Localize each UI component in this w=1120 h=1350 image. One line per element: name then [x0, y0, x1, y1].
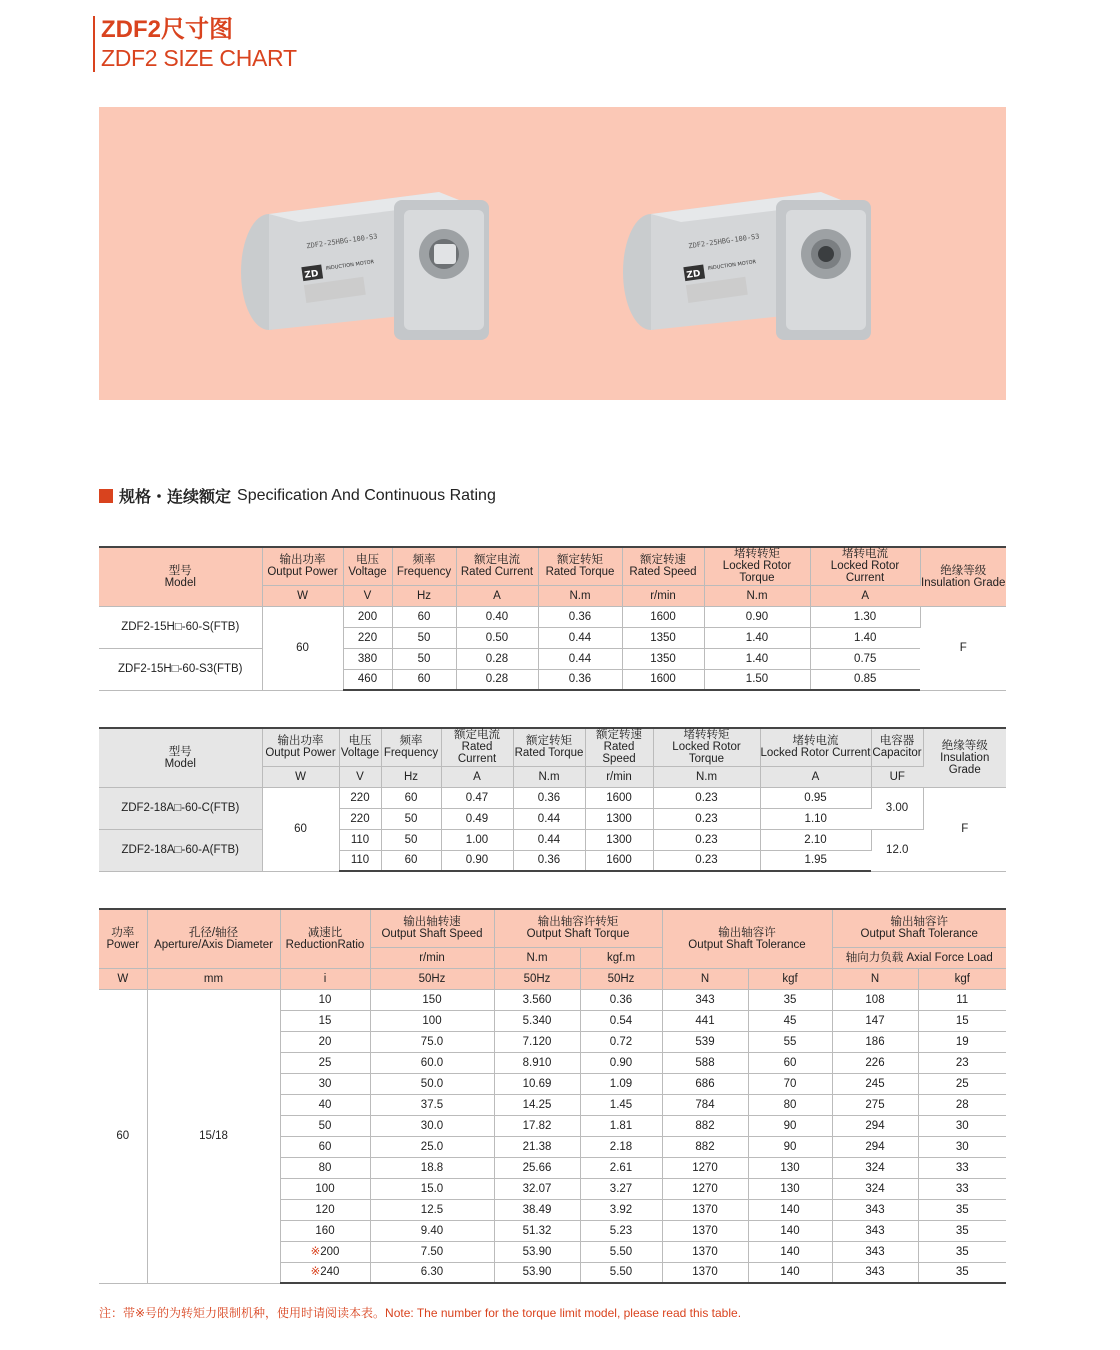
table-cell: 1.30	[810, 606, 920, 627]
t2-header-rated-speed: 额定转速 Rated Speed	[585, 728, 653, 766]
table-cell: 25.0	[370, 1136, 494, 1157]
table-cell: 2.18	[580, 1136, 662, 1157]
table-cell: 30.0	[370, 1115, 494, 1136]
table-cell: 25	[918, 1073, 1006, 1094]
table-cell: 7.50	[370, 1241, 494, 1262]
table-cell: 343	[662, 989, 748, 1010]
table-cell: 2.10	[760, 829, 871, 850]
table-cell: 60	[748, 1052, 832, 1073]
table-cell: 0.36	[513, 787, 585, 808]
table-cell: 1.00	[441, 829, 513, 850]
table-cell: 0.90	[441, 850, 513, 871]
table-cell: 0.44	[538, 648, 622, 669]
table-cell: 7.120	[494, 1031, 580, 1052]
table-cell: 12.5	[370, 1199, 494, 1220]
table-cell: 35	[918, 1241, 1006, 1262]
table-cell: 50	[392, 627, 456, 648]
torque-limit-mark: ※	[310, 1266, 321, 1279]
spec-table-18a	[99, 727, 1006, 872]
table-cell: 1300	[585, 808, 653, 829]
table-cell: 882	[662, 1115, 748, 1136]
table-cell: 343	[832, 1199, 918, 1220]
footnote: 注：带※号的为转矩力限制机种，使用时请阅读本表。Note: The number for the torque limit model, please read this table.	[99, 1306, 742, 1320]
table-cell: 0.40	[456, 606, 538, 627]
t3-unit: i	[280, 968, 370, 989]
t3-unit: kgf	[918, 968, 1006, 989]
t3-subunit: kgf.m	[580, 947, 662, 968]
table-cell: 147	[832, 1010, 918, 1031]
table-cell: 294	[832, 1136, 918, 1157]
table-cell: 60	[381, 850, 441, 871]
page-title-cn: ZDF2尺寸图	[101, 16, 233, 43]
t3-subunit: N.m	[494, 947, 580, 968]
table-cell: 0.90	[580, 1052, 662, 1073]
table-cell: 17.82	[494, 1115, 580, 1136]
table-cell: 40	[280, 1094, 370, 1115]
table-cell: 6.30	[370, 1262, 494, 1283]
t1-unit: V	[343, 585, 392, 606]
t2-header-locked-current: 堵转电流 Locked Rotor Current	[760, 728, 871, 766]
table-cell: 0.23	[653, 829, 760, 850]
table-cell: 60.0	[370, 1052, 494, 1073]
t3-header-speed: 输出轴转速 Output Shaft Speed	[370, 909, 494, 947]
table-cell: 220	[339, 808, 381, 829]
t3-unit: N	[832, 968, 918, 989]
table-cell: 343	[832, 1262, 918, 1283]
table-cell: 1370	[662, 1262, 748, 1283]
table-cell: 14.25	[494, 1094, 580, 1115]
table-cell: ※240	[280, 1262, 370, 1283]
t1-header-frequency: 频率 Frequency	[392, 547, 456, 585]
table-cell: 5.23	[580, 1220, 662, 1241]
table-cell: 160	[280, 1220, 370, 1241]
table-cell: 1300	[585, 829, 653, 850]
table-cell: 0.36	[538, 606, 622, 627]
t2-power-cell: 60	[262, 787, 339, 871]
table-cell: 51.32	[494, 1220, 580, 1241]
table-cell: 60	[381, 787, 441, 808]
table-cell: 0.47	[441, 787, 513, 808]
table-cell: 0.28	[456, 648, 538, 669]
table-cell: 0.23	[653, 787, 760, 808]
t1-unit: N.m	[538, 585, 622, 606]
table-cell: 2.61	[580, 1157, 662, 1178]
table-cell: 784	[662, 1094, 748, 1115]
table-cell: 53.90	[494, 1262, 580, 1283]
table-cell: 5.50	[580, 1262, 662, 1283]
table-cell: 35	[918, 1262, 1006, 1283]
section-heading	[99, 484, 496, 507]
table-cell: 1.50	[704, 669, 810, 690]
table-cell: 1350	[622, 627, 704, 648]
table-cell: 15	[918, 1010, 1006, 1031]
table-cell: 3.27	[580, 1178, 662, 1199]
table-row	[99, 989, 1006, 1010]
table-cell: 9.40	[370, 1220, 494, 1241]
table-cell: 343	[832, 1241, 918, 1262]
t3-unit: W	[99, 968, 147, 989]
t2-grade-cell: F	[923, 787, 1006, 871]
t2-capacitor-cell: 3.00	[871, 787, 923, 829]
t1-header-rated-speed: 额定转速 Rated Speed	[622, 547, 704, 585]
section-square-icon	[99, 489, 113, 503]
table-cell: 0.23	[653, 850, 760, 871]
t2-unit: r/min	[585, 766, 653, 787]
table-cell: 1.40	[704, 627, 810, 648]
table-cell: 1270	[662, 1178, 748, 1199]
table-cell: 100	[280, 1178, 370, 1199]
table-cell: 0.28	[456, 669, 538, 690]
table-cell: 539	[662, 1031, 748, 1052]
t3-unit: 50Hz	[494, 968, 580, 989]
table-cell: 220	[339, 787, 381, 808]
t1-unit: Hz	[392, 585, 456, 606]
t3-power-cell: 60	[99, 989, 147, 1283]
table-cell: 1600	[585, 850, 653, 871]
table-cell: 45	[748, 1010, 832, 1031]
table-cell: 0.49	[441, 808, 513, 829]
table-cell: 686	[662, 1073, 748, 1094]
motor-image-hollow-shaft	[611, 182, 881, 352]
t3-header-ratio: 减速比 ReductionRatio	[280, 909, 370, 968]
t3-unit: kgf	[748, 968, 832, 989]
table-cell: 110	[339, 850, 381, 871]
table-cell: 60	[392, 669, 456, 690]
table-cell: 80	[280, 1157, 370, 1178]
table-cell: 33	[918, 1178, 1006, 1199]
t1-header-locked-current: 堵转电流 Locked Rotor Current	[810, 547, 920, 585]
t3-axial-label: 轴向力负载 Axial Force Load	[832, 947, 1006, 968]
table-cell: 140	[748, 1220, 832, 1241]
table-cell: 150	[370, 989, 494, 1010]
table-cell: 1.09	[580, 1073, 662, 1094]
table-cell: 882	[662, 1136, 748, 1157]
table-cell: 294	[832, 1115, 918, 1136]
table-cell: 0.50	[456, 627, 538, 648]
table-cell: 37.5	[370, 1094, 494, 1115]
table-cell: 0.44	[538, 627, 622, 648]
t1-grade-cell: F	[920, 606, 1006, 690]
t3-header-tolerance: 输出轴容许 Output Shaft Tolerance	[662, 909, 832, 968]
table-cell: 35	[918, 1220, 1006, 1241]
t2-header-frequency: 频率 Frequency	[381, 728, 441, 766]
t1-unit: r/min	[622, 585, 704, 606]
table-cell: 324	[832, 1157, 918, 1178]
table-cell: 130	[748, 1178, 832, 1199]
table-cell: 0.36	[580, 989, 662, 1010]
t2-header-model: 型号 Model	[99, 728, 262, 787]
motor-1-brand-label: ZD	[303, 269, 320, 281]
t3-header-power: 功率 Power	[99, 909, 147, 968]
table-cell: 25.66	[494, 1157, 580, 1178]
t2-unit: V	[339, 766, 381, 787]
t2-header-voltage: 电压 Voltage	[339, 728, 381, 766]
table-cell: 324	[832, 1178, 918, 1199]
table-cell: 1.81	[580, 1115, 662, 1136]
t1-header-power: 输出功率 Output Power	[262, 547, 343, 585]
t3-subunit: r/min	[370, 947, 494, 968]
table-cell: ※200	[280, 1241, 370, 1262]
table-cell: 30	[280, 1073, 370, 1094]
table-cell: 1.95	[760, 850, 871, 871]
t1-header-voltage: 电压 Voltage	[343, 547, 392, 585]
table-cell: 226	[832, 1052, 918, 1073]
table-cell: 11	[918, 989, 1006, 1010]
t2-unit: A	[760, 766, 871, 787]
t2-model-cell: ZDF2-18A□-60-A(FTB)	[99, 829, 262, 871]
table-cell: 38.49	[494, 1199, 580, 1220]
table-cell: 220	[343, 627, 392, 648]
table-cell: 120	[280, 1199, 370, 1220]
table-cell: 18.8	[370, 1157, 494, 1178]
table-cell: 380	[343, 648, 392, 669]
product-photo-banner	[99, 107, 1006, 400]
table-cell: 1370	[662, 1220, 748, 1241]
motor-2-brand-label: ZD	[685, 269, 702, 281]
table-cell: 0.44	[513, 808, 585, 829]
t2-unit: Hz	[381, 766, 441, 787]
table-cell: 80	[748, 1094, 832, 1115]
table-cell: 35	[918, 1199, 1006, 1220]
motor-1-plate-label: INDUCTION MOTOR	[325, 259, 375, 272]
table-cell: 32.07	[494, 1178, 580, 1199]
table-cell: 55	[748, 1031, 832, 1052]
table-cell: 1.40	[810, 627, 920, 648]
t3-unit: 50Hz	[580, 968, 662, 989]
motor-image-solid-shaft	[229, 182, 499, 352]
section-heading-en: Specification And Continuous Rating	[237, 486, 496, 504]
table-cell: 0.36	[538, 669, 622, 690]
t1-unit: A	[810, 585, 920, 606]
spec-table-15h	[99, 546, 1006, 691]
table-cell: 60	[392, 606, 456, 627]
table-cell: 30	[918, 1136, 1006, 1157]
table-cell: 140	[748, 1262, 832, 1283]
table-cell: 275	[832, 1094, 918, 1115]
table-cell: 70	[748, 1073, 832, 1094]
t3-unit: N	[662, 968, 748, 989]
table-cell: 5.50	[580, 1241, 662, 1262]
t1-header-rated-torque: 额定转矩 Rated Torque	[538, 547, 622, 585]
table-cell: 60	[280, 1136, 370, 1157]
table-cell: 1.45	[580, 1094, 662, 1115]
t3-header-tolerance-axial: 输出轴容许 Output Shaft Tolerance	[832, 909, 1006, 947]
table-cell: 110	[339, 829, 381, 850]
table-cell: 8.910	[494, 1052, 580, 1073]
t1-header-rated-current: 额定电流 Rated Current	[456, 547, 538, 585]
table-cell: 108	[832, 989, 918, 1010]
table-cell: 10.69	[494, 1073, 580, 1094]
motor-1-model-label: ZDF2-25HBG-100-S3	[305, 232, 379, 251]
table-cell: 90	[748, 1136, 832, 1157]
t2-model-cell: ZDF2-18A□-60-C(FTB)	[99, 787, 262, 829]
t1-model-cell: ZDF2-15H□-60-S(FTB)	[99, 606, 262, 648]
t2-unit: N.m	[513, 766, 585, 787]
table-cell: 0.90	[704, 606, 810, 627]
t1-model-cell: ZDF2-15H□-60-S3(FTB)	[99, 648, 262, 690]
table-cell: 1.40	[704, 648, 810, 669]
torque-limit-mark: ※	[310, 1245, 321, 1258]
table-cell: 33	[918, 1157, 1006, 1178]
table-cell: 1270	[662, 1157, 748, 1178]
table-cell: 30	[918, 1115, 1006, 1136]
table-cell: 50	[381, 829, 441, 850]
t2-unit: A	[441, 766, 513, 787]
table-cell: 50	[381, 808, 441, 829]
table-cell: 140	[748, 1241, 832, 1262]
t2-capacitor-cell: 12.0	[871, 829, 923, 871]
table-cell: 1370	[662, 1241, 748, 1262]
table-cell: 15	[280, 1010, 370, 1031]
table-cell: 588	[662, 1052, 748, 1073]
motor-2-plate-label: INDUCTION MOTOR	[707, 259, 757, 272]
t3-unit: mm	[147, 968, 280, 989]
t1-header-insulation: 绝缘等级 Insulation Grade	[920, 547, 1006, 606]
table-cell: 140	[748, 1199, 832, 1220]
t3-unit: 50Hz	[370, 968, 494, 989]
gearhead-table	[99, 908, 1006, 1284]
table-cell: 0.72	[580, 1031, 662, 1052]
t2-unit: UF	[871, 766, 923, 787]
table-cell: 1600	[622, 606, 704, 627]
t1-unit: W	[262, 585, 343, 606]
t1-unit: N.m	[704, 585, 810, 606]
table-cell: 0.23	[653, 808, 760, 829]
table-cell: 1370	[662, 1199, 748, 1220]
table-cell: 130	[748, 1157, 832, 1178]
table-cell: 3.560	[494, 989, 580, 1010]
table-cell: 23	[918, 1052, 1006, 1073]
table-cell: 1350	[622, 648, 704, 669]
table-cell: 0.95	[760, 787, 871, 808]
table-cell: 186	[832, 1031, 918, 1052]
table-cell: 245	[832, 1073, 918, 1094]
table-cell: 1600	[585, 787, 653, 808]
t3-header-torque: 输出轴容许转矩 Output Shaft Torque	[494, 909, 662, 947]
table-cell: 75.0	[370, 1031, 494, 1052]
t1-header-locked-torque: 堵转转矩 Locked Rotor Torque	[704, 547, 810, 585]
table-cell: 35	[748, 989, 832, 1010]
table-cell: 0.75	[810, 648, 920, 669]
table-cell: 53.90	[494, 1241, 580, 1262]
t1-power-cell: 60	[262, 606, 343, 690]
table-cell: 0.44	[513, 829, 585, 850]
t2-header-rated-current: 额定电流 Rated Current	[441, 728, 513, 766]
table-cell: 0.85	[810, 669, 920, 690]
table-cell: 50	[392, 648, 456, 669]
table-cell: 10	[280, 989, 370, 1010]
t2-header-locked-torque: 堵转转矩 Locked Rotor Torque	[653, 728, 760, 766]
table-cell: 50	[280, 1115, 370, 1136]
t2-unit: N.m	[653, 766, 760, 787]
page-title-en: ZDF2 SIZE CHART	[101, 45, 297, 71]
table-cell: 28	[918, 1094, 1006, 1115]
t2-header-rated-torque: 额定转矩 Rated Torque	[513, 728, 585, 766]
t2-header-power: 输出功率 Output Power	[262, 728, 339, 766]
motor-2-model-label: ZDF2-25HBG-100-S3	[687, 232, 761, 251]
table-cell: 441	[662, 1010, 748, 1031]
table-cell: 1.10	[760, 808, 871, 829]
table-cell: 50.0	[370, 1073, 494, 1094]
t3-header-aperture: 孔径/轴径 Aperture/Axis Diameter	[147, 909, 280, 968]
t2-unit: W	[262, 766, 339, 787]
table-cell: 200	[343, 606, 392, 627]
table-cell: 100	[370, 1010, 494, 1031]
t3-aperture-cell: 15/18	[147, 989, 280, 1283]
table-cell: 25	[280, 1052, 370, 1073]
table-cell: 1600	[622, 669, 704, 690]
table-cell: 5.340	[494, 1010, 580, 1031]
t1-unit: A	[456, 585, 538, 606]
table-cell: 15.0	[370, 1178, 494, 1199]
table-cell: 21.38	[494, 1136, 580, 1157]
table-cell: 343	[832, 1220, 918, 1241]
t2-header-capacitor: 电容器 Capacitor	[871, 728, 923, 766]
table-cell: 0.36	[513, 850, 585, 871]
section-heading-cn: 规格・连续额定	[119, 489, 232, 506]
table-cell: 20	[280, 1031, 370, 1052]
t2-header-insulation: 绝缘等级 Insulation Grade	[923, 728, 1006, 787]
t1-header-model: 型号 Model	[99, 547, 262, 606]
table-cell: 19	[918, 1031, 1006, 1052]
table-cell: 90	[748, 1115, 832, 1136]
table-cell: 460	[343, 669, 392, 690]
table-cell: 0.54	[580, 1010, 662, 1031]
page-header	[93, 16, 297, 72]
table-cell: 3.92	[580, 1199, 662, 1220]
